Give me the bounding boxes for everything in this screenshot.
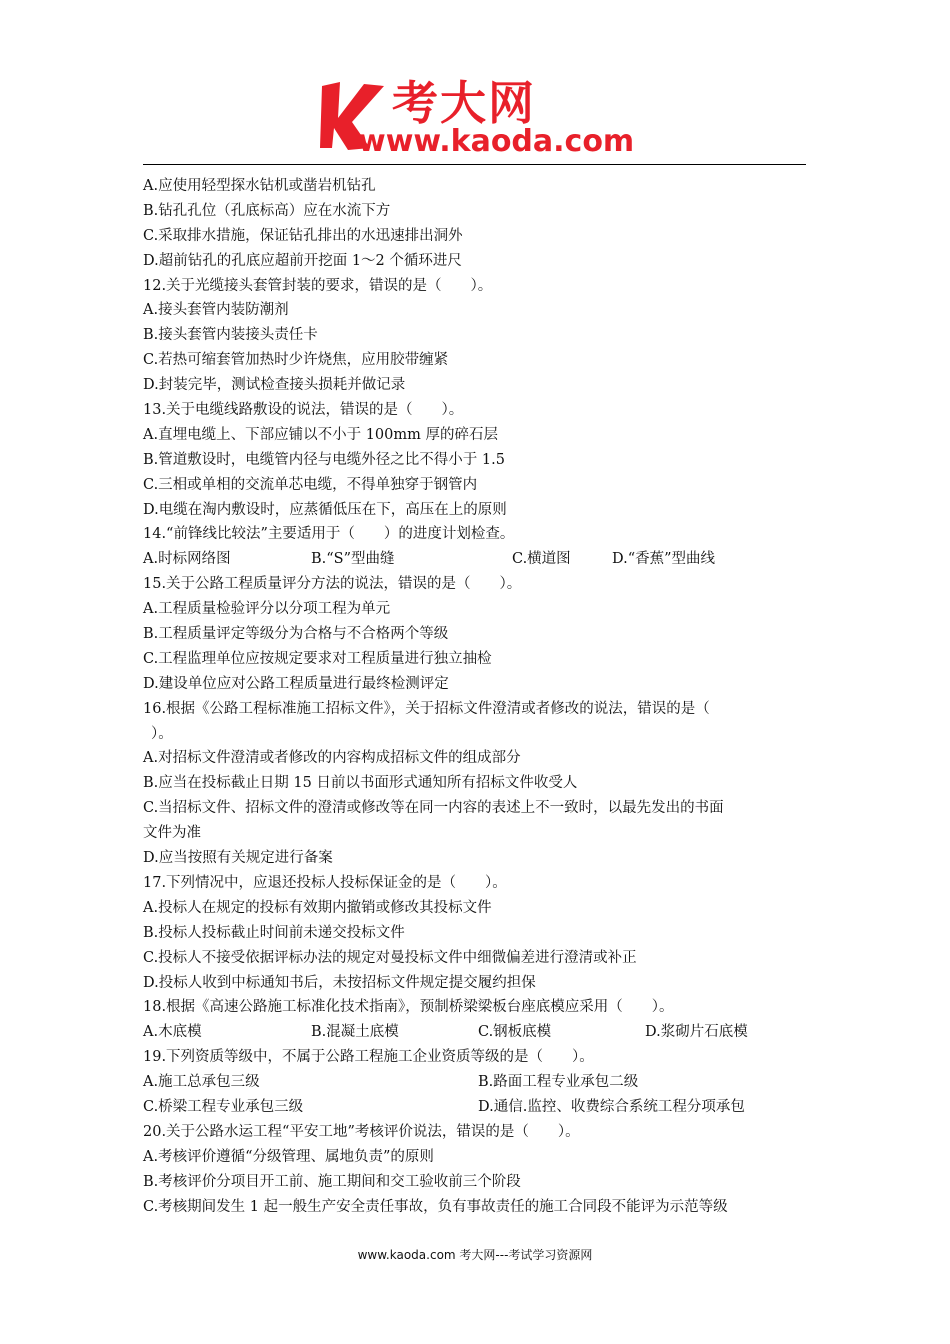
q14-options-row bbox=[143, 547, 807, 572]
text-line: D.投标人收到中标通知书后，未按招标文件规定提交履约担保 bbox=[143, 974, 536, 991]
text-line: C.采取排水措施，保证钻孔排出的水迅速排出洞外 bbox=[143, 227, 463, 244]
text-line: A.投标人在规定的投标有效期内撤销或修改其投标文件 bbox=[143, 899, 492, 916]
question-19: 19.下列资质等级中，不属于公路工程施工企业资质等级的是（ ）。 bbox=[143, 1049, 594, 1066]
option-c: C.钢板底模 bbox=[478, 1024, 552, 1041]
text-line: ）。 bbox=[151, 725, 173, 742]
text-line: A.工程质量检验评分以分项工程为单元 bbox=[143, 601, 391, 618]
text-line: C.三相或单相的交流单芯电缆，不得单独穿于钢管内 bbox=[143, 476, 478, 493]
text-line: C.投标人不接受依据评标办法的规定对曼投标文件中细微偏差进行澄清或补正 bbox=[143, 949, 637, 966]
text-line: C.若热可缩套管加热时少许烧焦，应用胶带缠紧 bbox=[143, 352, 449, 369]
question-15: 15.关于公路工程质量评分方法的说法，错误的是（ ）。 bbox=[143, 576, 522, 593]
text-line: D.建设单位应对公路工程质量进行最终检测评定 bbox=[143, 675, 449, 692]
option-d: D.浆砌片石底模 bbox=[645, 1024, 748, 1041]
text-line: B.钻孔孔位（孔底标高）应在水流下方 bbox=[143, 202, 391, 219]
text-line: 文件为准 bbox=[143, 825, 201, 842]
q19-options-row-1 bbox=[143, 1070, 807, 1095]
option-c: C.桥梁工程专业承包三级 bbox=[143, 1098, 304, 1115]
document-body bbox=[143, 174, 807, 1219]
option-a: A.施工总承包三级 bbox=[143, 1074, 260, 1091]
text-line: A.应使用轻型探水钻机或凿岩机钻孔 bbox=[143, 178, 376, 194]
option-b: B.混凝土底模 bbox=[311, 1024, 399, 1041]
text-line: C.当招标文件、招标文件的澄清或修改等在同一内容的表述上不一致时，以最先发出的书面 bbox=[143, 800, 724, 817]
text-line: C.考核期间发生 1 起一般生产安全责任事故，负有事故责任的施工合同段不能评为示范等级 bbox=[143, 1198, 728, 1215]
text-line: B.考核评价分项目开工前、施工期间和交工验收前三个阶段 bbox=[143, 1173, 521, 1190]
kaoda-logo bbox=[318, 78, 648, 160]
option-a: A.时标网络图 bbox=[143, 551, 231, 568]
q18-options-row bbox=[143, 1020, 807, 1045]
text-line: B.投标人投标截止时间前未递交投标文件 bbox=[143, 924, 405, 941]
text-line: B.应当在投标截止日期 15 日前以书面形式通知所有招标文件收受人 bbox=[143, 775, 578, 792]
text-line: A.考核评价遵循“分级管理、属地负责”的原则 bbox=[143, 1148, 434, 1165]
question-18: 18.根据《高速公路施工标准化技术指南》，预制桥梁梁板台座底模应采用（ ）。 bbox=[143, 999, 674, 1016]
text-line: A.接头套管内装防潮剂 bbox=[143, 302, 289, 319]
text-line: C.工程监理单位应按规定要求对工程质量进行独立抽检 bbox=[143, 650, 492, 667]
text-line: B.接头套管内装接头责任卡 bbox=[143, 327, 318, 344]
option-d: D.通信.监控、收费综合系统工程分项承包 bbox=[478, 1098, 745, 1115]
question-17: 17.下列情况中，应退还投标人投标保证金的是（ ）。 bbox=[143, 874, 507, 891]
option-a: A.木底模 bbox=[143, 1024, 202, 1041]
page-footer: www.kaoda.com 考大网---考试学习资源网 bbox=[357, 1248, 593, 1262]
option-c: C.横道图 bbox=[512, 551, 571, 568]
question-16: 16.根据《公路工程标准施工招标文件》，关于招标文件澄清或者修改的说法，错误的是（ bbox=[143, 700, 710, 717]
option-b: B.“S”型曲缝 bbox=[311, 551, 395, 568]
option-b: B.路面工程专业承包二级 bbox=[478, 1074, 639, 1091]
question-14: 14.“前锋线比较法”主要适用于（ ）的进度计划检查。 bbox=[143, 526, 515, 543]
text-line: B.工程质量评定等级分为合格与不合格两个等级 bbox=[143, 626, 449, 643]
question-12: 12.关于光缆接头套管封装的要求，错误的是（ ）。 bbox=[143, 277, 493, 294]
text-line: A.对招标文件澄清或者修改的内容构成招标文件的组成部分 bbox=[143, 750, 521, 767]
header-divider bbox=[143, 164, 806, 165]
text-line: D.超前钻孔的孔底应超前开挖面 1～2 个循环进尺 bbox=[143, 252, 462, 269]
question-20: 20.关于公路水运工程“平安工地”考核评价说法，错误的是（ ）。 bbox=[143, 1123, 580, 1140]
question-13: 13.关于电缆线路敷设的说法，错误的是（ ）。 bbox=[143, 402, 464, 419]
logo-brand-text: 考大网 bbox=[392, 76, 536, 130]
text-line: D.应当按照有关规定进行备案 bbox=[143, 850, 333, 867]
logo-url-text: www.kaoda.com bbox=[358, 124, 635, 159]
text-line: D.电缆在淘内敷设时，应蒸循低压在下，高压在上的原则 bbox=[143, 501, 507, 518]
text-line: D.封装完毕，测试检查接头损耗并做记录 bbox=[143, 377, 406, 394]
q19-options-row-2 bbox=[143, 1095, 807, 1120]
text-line: A.直埋电缆上、下部应铺以不小于 100mm 厚的碎石层 bbox=[143, 426, 498, 443]
option-d: D.“香蕉”型曲线 bbox=[612, 551, 716, 568]
text-line: B.管道敷设时，电缆管内径与电缆外径之比不得小于 1.5 bbox=[143, 451, 505, 468]
